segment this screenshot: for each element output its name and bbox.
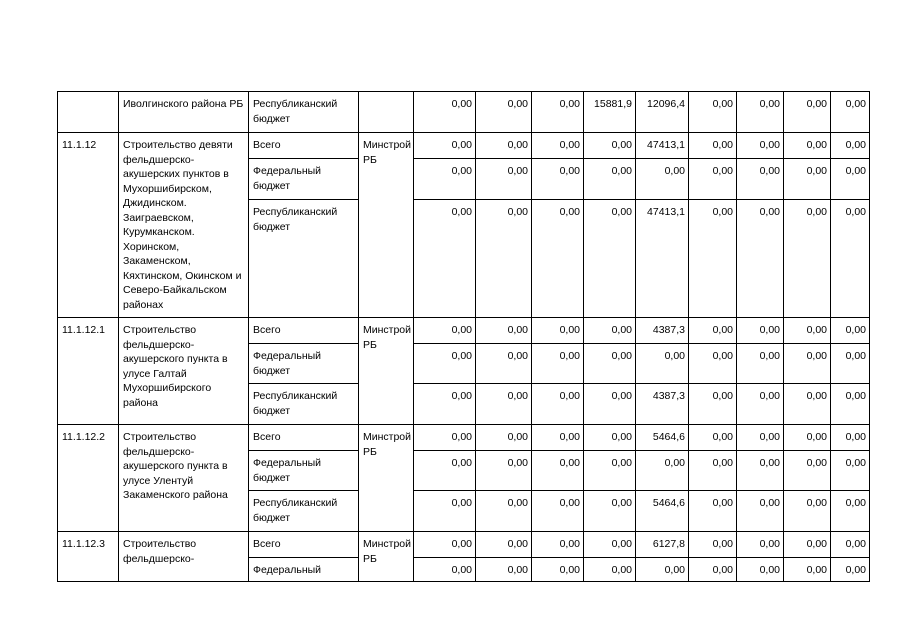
value-cell: 0,00 [737, 200, 784, 318]
value-cell: 0,00 [784, 92, 831, 133]
value-cell: 0,00 [414, 159, 476, 200]
value-cell: 0,00 [414, 425, 476, 451]
value-cell: 0,00 [689, 532, 737, 558]
value-cell: 0,00 [784, 558, 831, 582]
value-cell: 0,00 [831, 200, 870, 318]
value-cell: 0,00 [532, 451, 584, 491]
value-cell: 0,00 [476, 491, 532, 532]
value-cell: 0,00 [737, 558, 784, 582]
value-cell: 0,00 [476, 558, 532, 582]
value-cell: 0,00 [414, 200, 476, 318]
funding-source: Республиканский бюджет [249, 92, 359, 133]
value-cell: 0,00 [784, 384, 831, 425]
executor [359, 92, 414, 133]
value-cell: 0,00 [584, 133, 636, 159]
value-cell: 0,00 [584, 318, 636, 344]
budget-table [57, 91, 870, 582]
value-cell: 0,00 [784, 425, 831, 451]
value-cell: 0,00 [636, 451, 689, 491]
value-cell: 0,00 [784, 133, 831, 159]
value-cell: 0,00 [737, 532, 784, 558]
value-cell: 0,00 [532, 92, 584, 133]
value-cell: 0,00 [831, 318, 870, 344]
value-cell: 0,00 [414, 318, 476, 344]
funding-source: Федеральный бюджет [249, 451, 359, 491]
value-cell: 0,00 [737, 133, 784, 159]
row-code: 11.1.12.2 [58, 425, 119, 532]
value-cell: 0,00 [831, 558, 870, 582]
value-cell: 0,00 [831, 344, 870, 384]
value-cell: 0,00 [532, 344, 584, 384]
value-cell: 0,00 [584, 425, 636, 451]
value-cell: 0,00 [831, 159, 870, 200]
value-cell: 5464,6 [636, 491, 689, 532]
row-code: 11.1.12 [58, 133, 119, 318]
table-row [58, 318, 870, 344]
value-cell: 0,00 [689, 491, 737, 532]
value-cell: 0,00 [737, 425, 784, 451]
value-cell: 47413,1 [636, 133, 689, 159]
funding-source: Всего [249, 133, 359, 159]
value-cell: 0,00 [636, 344, 689, 384]
value-cell: 0,00 [784, 318, 831, 344]
value-cell: 0,00 [784, 451, 831, 491]
value-cell: 0,00 [584, 491, 636, 532]
table-row [58, 532, 870, 558]
value-cell: 0,00 [584, 558, 636, 582]
row-name: Строительство фельдшерско- [119, 532, 249, 582]
value-cell: 0,00 [831, 92, 870, 133]
table-row [58, 92, 870, 133]
row-code [58, 92, 119, 133]
row-name: Строительство фельдшерско-акушерского пункта в улусе Галтай Мухоршибирского района [119, 318, 249, 425]
funding-source: Всего [249, 318, 359, 344]
value-cell: 0,00 [784, 344, 831, 384]
value-cell: 0,00 [689, 92, 737, 133]
value-cell: 0,00 [784, 159, 831, 200]
row-name: Иволгинского района РБ [119, 92, 249, 133]
value-cell: 0,00 [784, 532, 831, 558]
funding-source: Федеральный бюджет [249, 344, 359, 384]
executor: Минстрой РБ [359, 425, 414, 532]
value-cell: 0,00 [737, 491, 784, 532]
value-cell: 0,00 [784, 200, 831, 318]
funding-source: Республиканский бюджет [249, 200, 359, 318]
value-cell: 0,00 [689, 133, 737, 159]
value-cell: 0,00 [532, 491, 584, 532]
value-cell: 0,00 [414, 451, 476, 491]
value-cell: 0,00 [737, 451, 784, 491]
value-cell: 0,00 [414, 532, 476, 558]
value-cell: 0,00 [414, 344, 476, 384]
value-cell: 0,00 [831, 491, 870, 532]
value-cell: 0,00 [737, 384, 784, 425]
value-cell: 0,00 [831, 133, 870, 159]
value-cell: 0,00 [532, 159, 584, 200]
value-cell: 0,00 [476, 200, 532, 318]
executor: Минстрой РБ [359, 133, 414, 318]
value-cell: 0,00 [584, 384, 636, 425]
value-cell: 0,00 [831, 425, 870, 451]
row-name: Строительство девяти фельдшерско-акушерских пунктов в Мухоршибирском, Джидинском. Заиграевском, Курумканском. Хоринском, Закаменском, Кяхтинском, Окинском и Северо-Байкальском районах [119, 133, 249, 318]
value-cell: 0,00 [414, 133, 476, 159]
value-cell: 0,00 [831, 532, 870, 558]
value-cell: 0,00 [689, 425, 737, 451]
value-cell: 0,00 [532, 558, 584, 582]
value-cell: 0,00 [737, 92, 784, 133]
value-cell: 0,00 [737, 159, 784, 200]
row-code: 11.1.12.3 [58, 532, 119, 582]
value-cell: 0,00 [476, 344, 532, 384]
funding-source: Федеральный [249, 558, 359, 582]
value-cell: 0,00 [476, 159, 532, 200]
value-cell: 0,00 [532, 532, 584, 558]
value-cell: 0,00 [689, 318, 737, 344]
value-cell: 0,00 [689, 558, 737, 582]
row-name: Строительство фельдшерско-акушерского пункта в улусе Улентуй Закаменского района [119, 425, 249, 532]
value-cell: 0,00 [476, 133, 532, 159]
value-cell: 0,00 [414, 384, 476, 425]
funding-source: Республиканский бюджет [249, 384, 359, 425]
value-cell: 0,00 [584, 344, 636, 384]
value-cell: 0,00 [532, 318, 584, 344]
value-cell: 0,00 [689, 200, 737, 318]
value-cell: 0,00 [737, 318, 784, 344]
value-cell: 4387,3 [636, 318, 689, 344]
funding-source: Республиканский бюджет [249, 491, 359, 532]
value-cell: 5464,6 [636, 425, 689, 451]
value-cell: 0,00 [689, 384, 737, 425]
value-cell: 0,00 [532, 200, 584, 318]
value-cell: 0,00 [636, 159, 689, 200]
executor: Минстрой РБ [359, 318, 414, 425]
table-body [58, 92, 870, 582]
value-cell: 0,00 [689, 344, 737, 384]
table-row [58, 133, 870, 159]
value-cell: 47413,1 [636, 200, 689, 318]
value-cell: 12096,4 [636, 92, 689, 133]
value-cell: 0,00 [476, 532, 532, 558]
row-code: 11.1.12.1 [58, 318, 119, 425]
value-cell: 4387,3 [636, 384, 689, 425]
value-cell: 0,00 [476, 451, 532, 491]
value-cell: 0,00 [414, 92, 476, 133]
value-cell: 0,00 [584, 532, 636, 558]
value-cell: 0,00 [784, 491, 831, 532]
value-cell: 0,00 [414, 558, 476, 582]
value-cell: 0,00 [414, 491, 476, 532]
value-cell: 0,00 [476, 425, 532, 451]
value-cell: 0,00 [831, 451, 870, 491]
value-cell: 15881,9 [584, 92, 636, 133]
value-cell: 0,00 [476, 384, 532, 425]
value-cell: 0,00 [636, 558, 689, 582]
value-cell: 0,00 [737, 344, 784, 384]
value-cell: 6127,8 [636, 532, 689, 558]
funding-source: Всего [249, 532, 359, 558]
value-cell: 0,00 [689, 159, 737, 200]
value-cell: 0,00 [476, 92, 532, 133]
executor: Минстрой РБ [359, 532, 414, 582]
value-cell: 0,00 [831, 384, 870, 425]
value-cell: 0,00 [532, 133, 584, 159]
funding-source: Федеральный бюджет [249, 159, 359, 200]
value-cell: 0,00 [532, 425, 584, 451]
value-cell: 0,00 [584, 159, 636, 200]
value-cell: 0,00 [584, 451, 636, 491]
funding-source: Всего [249, 425, 359, 451]
value-cell: 0,00 [532, 384, 584, 425]
table-row [58, 425, 870, 451]
value-cell: 0,00 [689, 451, 737, 491]
value-cell: 0,00 [584, 200, 636, 318]
value-cell: 0,00 [476, 318, 532, 344]
